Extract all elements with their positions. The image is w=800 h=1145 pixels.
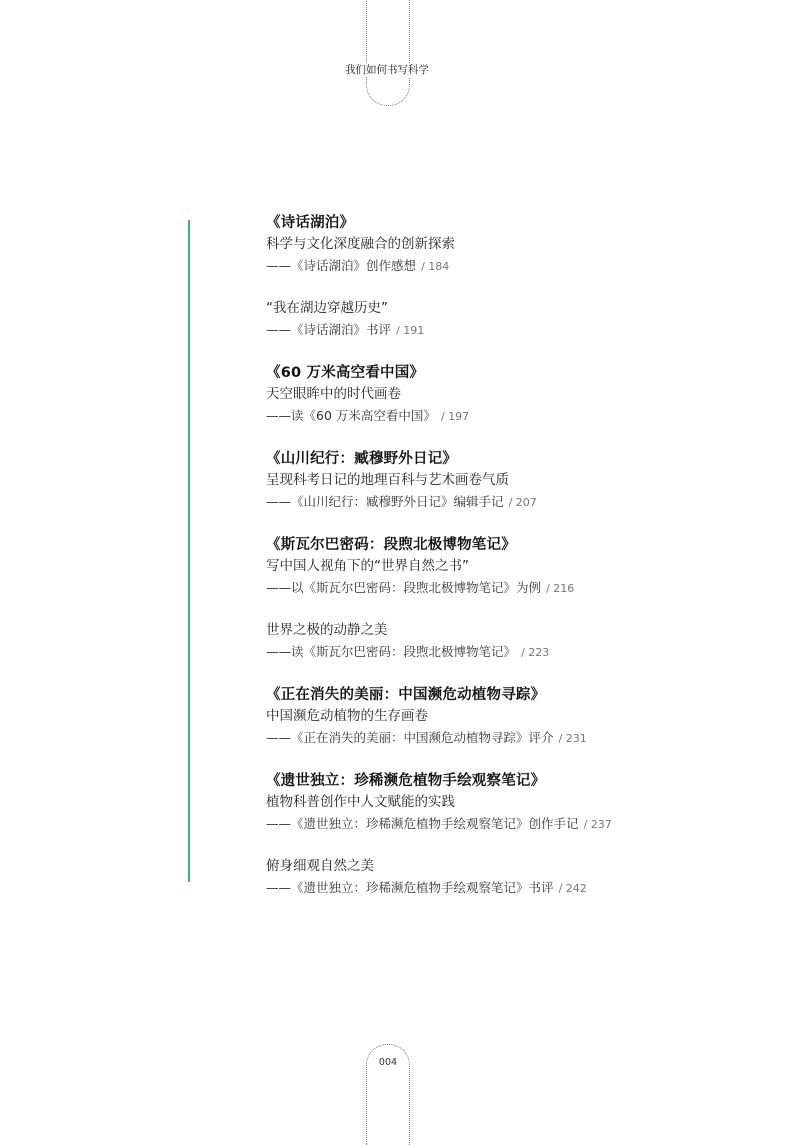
entry-reference-text: ——《正在消失的美丽：中国濒危动植物寻踪》评介 <box>266 730 554 745</box>
entry-page-number: / 216 <box>546 582 575 595</box>
entry-subtitle: 呈现科考日记的地理百科与艺术画卷气质 <box>266 472 509 488</box>
entry-reference <box>266 255 746 276</box>
entry-title: 《斯瓦尔巴密码：段煦北极博物笔记》 <box>266 537 516 553</box>
entry-page-number: / 223 <box>521 646 550 659</box>
toc-entry <box>266 448 746 512</box>
entry-subtitle: 科学与文化深度融合的创新探索 <box>266 236 455 252</box>
entry-reference-text: ——读《斯瓦尔巴密码：段煦北极博物笔记》 <box>266 644 517 659</box>
entry-reference-text: ——以《斯瓦尔巴密码：段煦北极博物笔记》为例 <box>266 580 542 595</box>
running-header-title: 我们如何书写科学 <box>300 63 474 77</box>
entry-subtitle: 写中国人视角下的“世界自然之书” <box>266 558 469 574</box>
entry-reference <box>266 405 746 426</box>
entry-subtitle: 中国濒危动植物的生存画卷 <box>266 708 428 724</box>
entry-reference <box>266 491 746 512</box>
section-accent-bar <box>188 220 190 882</box>
entry-page-number: / 184 <box>421 260 450 273</box>
entry-reference <box>266 577 746 598</box>
toc-entry <box>266 620 746 662</box>
entry-reference-text: ——《遗世独立：珍稀濒危植物手绘观察笔记》书评 <box>266 880 554 895</box>
toc-entry <box>266 534 746 598</box>
toc-entry <box>266 770 746 834</box>
entry-title: 《山川纪行：臧穆野外日记》 <box>266 451 458 467</box>
entry-reference <box>266 877 746 898</box>
toc-entry <box>266 362 746 426</box>
toc-entry <box>266 684 746 748</box>
toc-entry <box>266 298 746 340</box>
entry-reference-text: ——《诗话湖泊》创作感想 <box>266 258 417 273</box>
entry-page-number: / 237 <box>583 818 612 831</box>
entry-reference-text: ——《山川纪行：臧穆野外日记》编辑手记 <box>266 494 504 509</box>
entry-reference <box>266 319 746 340</box>
entry-page-number: / 231 <box>558 732 587 745</box>
entry-subtitle: 植物科普创作中人文赋能的实践 <box>266 794 455 810</box>
toc-entry <box>266 856 746 898</box>
entry-title: 《正在消失的美丽：中国濒危动植物寻踪》 <box>266 687 546 703</box>
entry-title: 《诗话湖泊》 <box>266 215 355 231</box>
entry-reference <box>266 727 746 748</box>
entry-reference <box>266 813 746 834</box>
entry-reference <box>266 641 746 662</box>
entry-page-number: / 242 <box>558 882 587 895</box>
entry-title: 《遗世独立：珍稀濒危植物手绘观察笔记》 <box>266 773 546 789</box>
entry-subtitle: “我在湖边穿越历史” <box>266 300 388 316</box>
entry-subtitle: 世界之极的动静之美 <box>266 622 388 638</box>
entry-reference-text: ——读《60 万米高空看中国》 <box>266 408 436 423</box>
toc-entry <box>266 212 746 276</box>
table-of-contents <box>266 212 746 920</box>
entry-page-number: / 191 <box>396 324 425 337</box>
page-number: 004 <box>378 1057 398 1068</box>
entry-subtitle: 天空眼眸中的时代画卷 <box>266 386 401 402</box>
header-tab-outline <box>366 0 410 106</box>
entry-reference-text: ——《诗话湖泊》书评 <box>266 322 392 337</box>
entry-page-number: / 207 <box>508 496 537 509</box>
entry-page-number: / 197 <box>440 410 470 423</box>
entry-reference-text: ——《遗世独立：珍稀濒危植物手绘观察笔记》创作手记 <box>266 816 579 831</box>
entry-subtitle: 俯身细观自然之美 <box>266 858 374 874</box>
entry-title: 《60 万米高空看中国》 <box>266 365 425 381</box>
